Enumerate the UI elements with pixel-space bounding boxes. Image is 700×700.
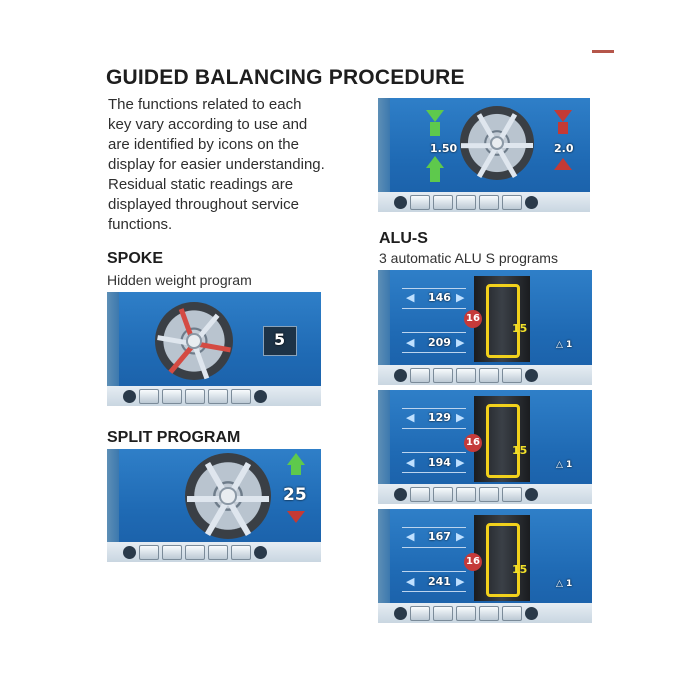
alus-subtitle: 3 automatic ALU S programs bbox=[379, 250, 558, 266]
alus-top-value: 129 bbox=[428, 411, 451, 424]
red-arrow-down-icon bbox=[554, 110, 572, 122]
spoke-heading: SPOKE bbox=[107, 250, 164, 267]
right-chevron-icon: ▶ bbox=[456, 412, 465, 424]
toolbar-button[interactable] bbox=[185, 389, 205, 404]
spoke-readout: 5 bbox=[274, 330, 286, 349]
toolbar-button[interactable] bbox=[479, 487, 499, 502]
intro-line: key vary according to use and bbox=[108, 116, 308, 133]
screen-toolbar bbox=[378, 192, 590, 212]
plane-line bbox=[402, 308, 466, 309]
accent-rule bbox=[592, 50, 614, 53]
intro-line: are identified by icons on the bbox=[108, 136, 299, 153]
toolbar-button[interactable] bbox=[502, 606, 522, 621]
wheel-icon bbox=[155, 302, 233, 380]
intro-line: Residual static readings are bbox=[108, 176, 294, 193]
plane-line bbox=[402, 332, 466, 333]
toolbar-button[interactable] bbox=[208, 545, 228, 560]
toolbar-button[interactable] bbox=[479, 368, 499, 383]
alus-screen bbox=[378, 390, 592, 504]
alus-screen bbox=[378, 270, 592, 385]
toolbar-button[interactable] bbox=[456, 606, 476, 621]
intro-line: The functions related to each bbox=[108, 96, 302, 113]
intro-line: display for easier understanding. bbox=[108, 156, 325, 173]
plane-line bbox=[402, 547, 466, 548]
toolbar-button[interactable] bbox=[433, 606, 453, 621]
left-plane-marker: 16 bbox=[464, 310, 482, 328]
toolbar-button[interactable] bbox=[162, 389, 182, 404]
right-chevron-icon: ▶ bbox=[456, 337, 465, 349]
screen-toolbar bbox=[378, 365, 592, 385]
toolbar-button[interactable] bbox=[525, 488, 538, 501]
rim-profile bbox=[486, 284, 520, 358]
red-arrow-down-icon bbox=[287, 511, 305, 523]
toolbar-button[interactable] bbox=[123, 546, 136, 559]
left-chevron-icon: ◀ bbox=[406, 457, 415, 469]
right-chevron-icon: ▶ bbox=[456, 457, 465, 469]
wheel-icon bbox=[460, 106, 534, 180]
toolbar-button[interactable] bbox=[410, 487, 430, 502]
toolbar-button[interactable] bbox=[139, 545, 159, 560]
toolbar-button[interactable] bbox=[123, 390, 136, 403]
toolbar-button[interactable] bbox=[394, 369, 407, 382]
plane-line bbox=[402, 408, 466, 409]
screen-toolbar bbox=[107, 542, 321, 562]
plane-line bbox=[402, 591, 466, 592]
toolbar-button[interactable] bbox=[185, 545, 205, 560]
guided-balancing-screen bbox=[378, 98, 590, 212]
toolbar-button[interactable] bbox=[456, 195, 476, 210]
alus-tag: △ 1 bbox=[556, 579, 573, 589]
toolbar-button[interactable] bbox=[231, 389, 251, 404]
left-chevron-icon: ◀ bbox=[406, 337, 415, 349]
red-arrow-up-icon bbox=[554, 158, 572, 170]
alus-tag: △ 1 bbox=[556, 460, 573, 470]
left-chevron-icon: ◀ bbox=[406, 531, 415, 543]
right-reading: 2.0 bbox=[554, 142, 574, 155]
alus-heading: ALU-S bbox=[379, 230, 428, 247]
toolbar-button[interactable] bbox=[410, 195, 430, 210]
toolbar-button[interactable] bbox=[502, 487, 522, 502]
left-chevron-icon: ◀ bbox=[406, 576, 415, 588]
plane-line bbox=[402, 288, 466, 289]
toolbar-button[interactable] bbox=[502, 368, 522, 383]
alus-top-value: 146 bbox=[428, 291, 451, 304]
left-reading: 1.50 bbox=[430, 142, 458, 155]
split-screen bbox=[107, 449, 321, 562]
toolbar-button[interactable] bbox=[410, 368, 430, 383]
toolbar-button[interactable] bbox=[456, 487, 476, 502]
left-chevron-icon: ◀ bbox=[406, 412, 415, 424]
alus-bottom-value: 194 bbox=[428, 456, 451, 469]
screen-toolbar bbox=[107, 386, 321, 406]
toolbar-button[interactable] bbox=[479, 195, 499, 210]
split-heading: SPLIT PROGRAM bbox=[107, 429, 241, 446]
spoke-subtitle: Hidden weight program bbox=[107, 272, 252, 288]
split-readout: 25 bbox=[283, 485, 307, 505]
rim-profile bbox=[486, 404, 520, 478]
page-title: GUIDED BALANCING PROCEDURE bbox=[106, 66, 465, 89]
arrow-down-icon bbox=[426, 110, 444, 122]
alus-bottom-value: 241 bbox=[428, 575, 451, 588]
toolbar-button[interactable] bbox=[456, 368, 476, 383]
intro-paragraph bbox=[108, 95, 380, 235]
toolbar-button[interactable] bbox=[139, 389, 159, 404]
toolbar-button[interactable] bbox=[394, 488, 407, 501]
toolbar-button[interactable] bbox=[254, 390, 267, 403]
plane-bar-icon bbox=[430, 168, 440, 182]
toolbar-button[interactable] bbox=[433, 195, 453, 210]
arrow-up-icon bbox=[426, 156, 444, 168]
alus-bottom-value: 209 bbox=[428, 336, 451, 349]
plane-bar-icon bbox=[291, 465, 301, 475]
right-chevron-icon: ▶ bbox=[456, 576, 465, 588]
toolbar-button[interactable] bbox=[433, 368, 453, 383]
plane-up-arrow-icon bbox=[430, 122, 440, 136]
toolbar-button[interactable] bbox=[525, 607, 538, 620]
toolbar-button[interactable] bbox=[479, 606, 499, 621]
toolbar-button[interactable] bbox=[254, 546, 267, 559]
alus-screen bbox=[378, 509, 592, 623]
plane-line bbox=[402, 452, 466, 453]
right-chevron-icon: ▶ bbox=[456, 292, 465, 304]
toolbar-button[interactable] bbox=[162, 545, 182, 560]
toolbar-button[interactable] bbox=[394, 196, 407, 209]
toolbar-button[interactable] bbox=[502, 195, 522, 210]
alus-tag: △ 1 bbox=[556, 340, 573, 350]
red-bar-icon bbox=[558, 122, 568, 134]
left-chevron-icon: ◀ bbox=[406, 292, 415, 304]
wheel-icon bbox=[185, 453, 271, 539]
intro-line: displayed throughout service bbox=[108, 196, 299, 213]
right-plane-marker: 15 bbox=[512, 563, 528, 576]
arrow-up-icon bbox=[287, 453, 305, 465]
screen-toolbar bbox=[378, 603, 592, 623]
screen-toolbar bbox=[378, 484, 592, 504]
toolbar-button[interactable] bbox=[231, 545, 251, 560]
right-plane-marker: 15 bbox=[512, 322, 528, 335]
toolbar-button[interactable] bbox=[208, 389, 228, 404]
toolbar-button[interactable] bbox=[433, 487, 453, 502]
rim-profile bbox=[486, 523, 520, 597]
alus-top-value: 167 bbox=[428, 530, 451, 543]
plane-line bbox=[402, 472, 466, 473]
left-plane-marker: 16 bbox=[464, 434, 482, 452]
left-plane-marker: 16 bbox=[464, 553, 482, 571]
right-chevron-icon: ▶ bbox=[456, 531, 465, 543]
plane-line bbox=[402, 428, 466, 429]
intro-line: functions. bbox=[108, 216, 173, 233]
toolbar-button[interactable] bbox=[525, 369, 538, 382]
plane-line bbox=[402, 571, 466, 572]
spoke-screen bbox=[107, 292, 321, 406]
toolbar-button[interactable] bbox=[394, 607, 407, 620]
plane-line bbox=[402, 527, 466, 528]
right-plane-marker: 15 bbox=[512, 444, 528, 457]
toolbar-button[interactable] bbox=[525, 196, 538, 209]
toolbar-button[interactable] bbox=[410, 606, 430, 621]
plane-line bbox=[402, 352, 466, 353]
